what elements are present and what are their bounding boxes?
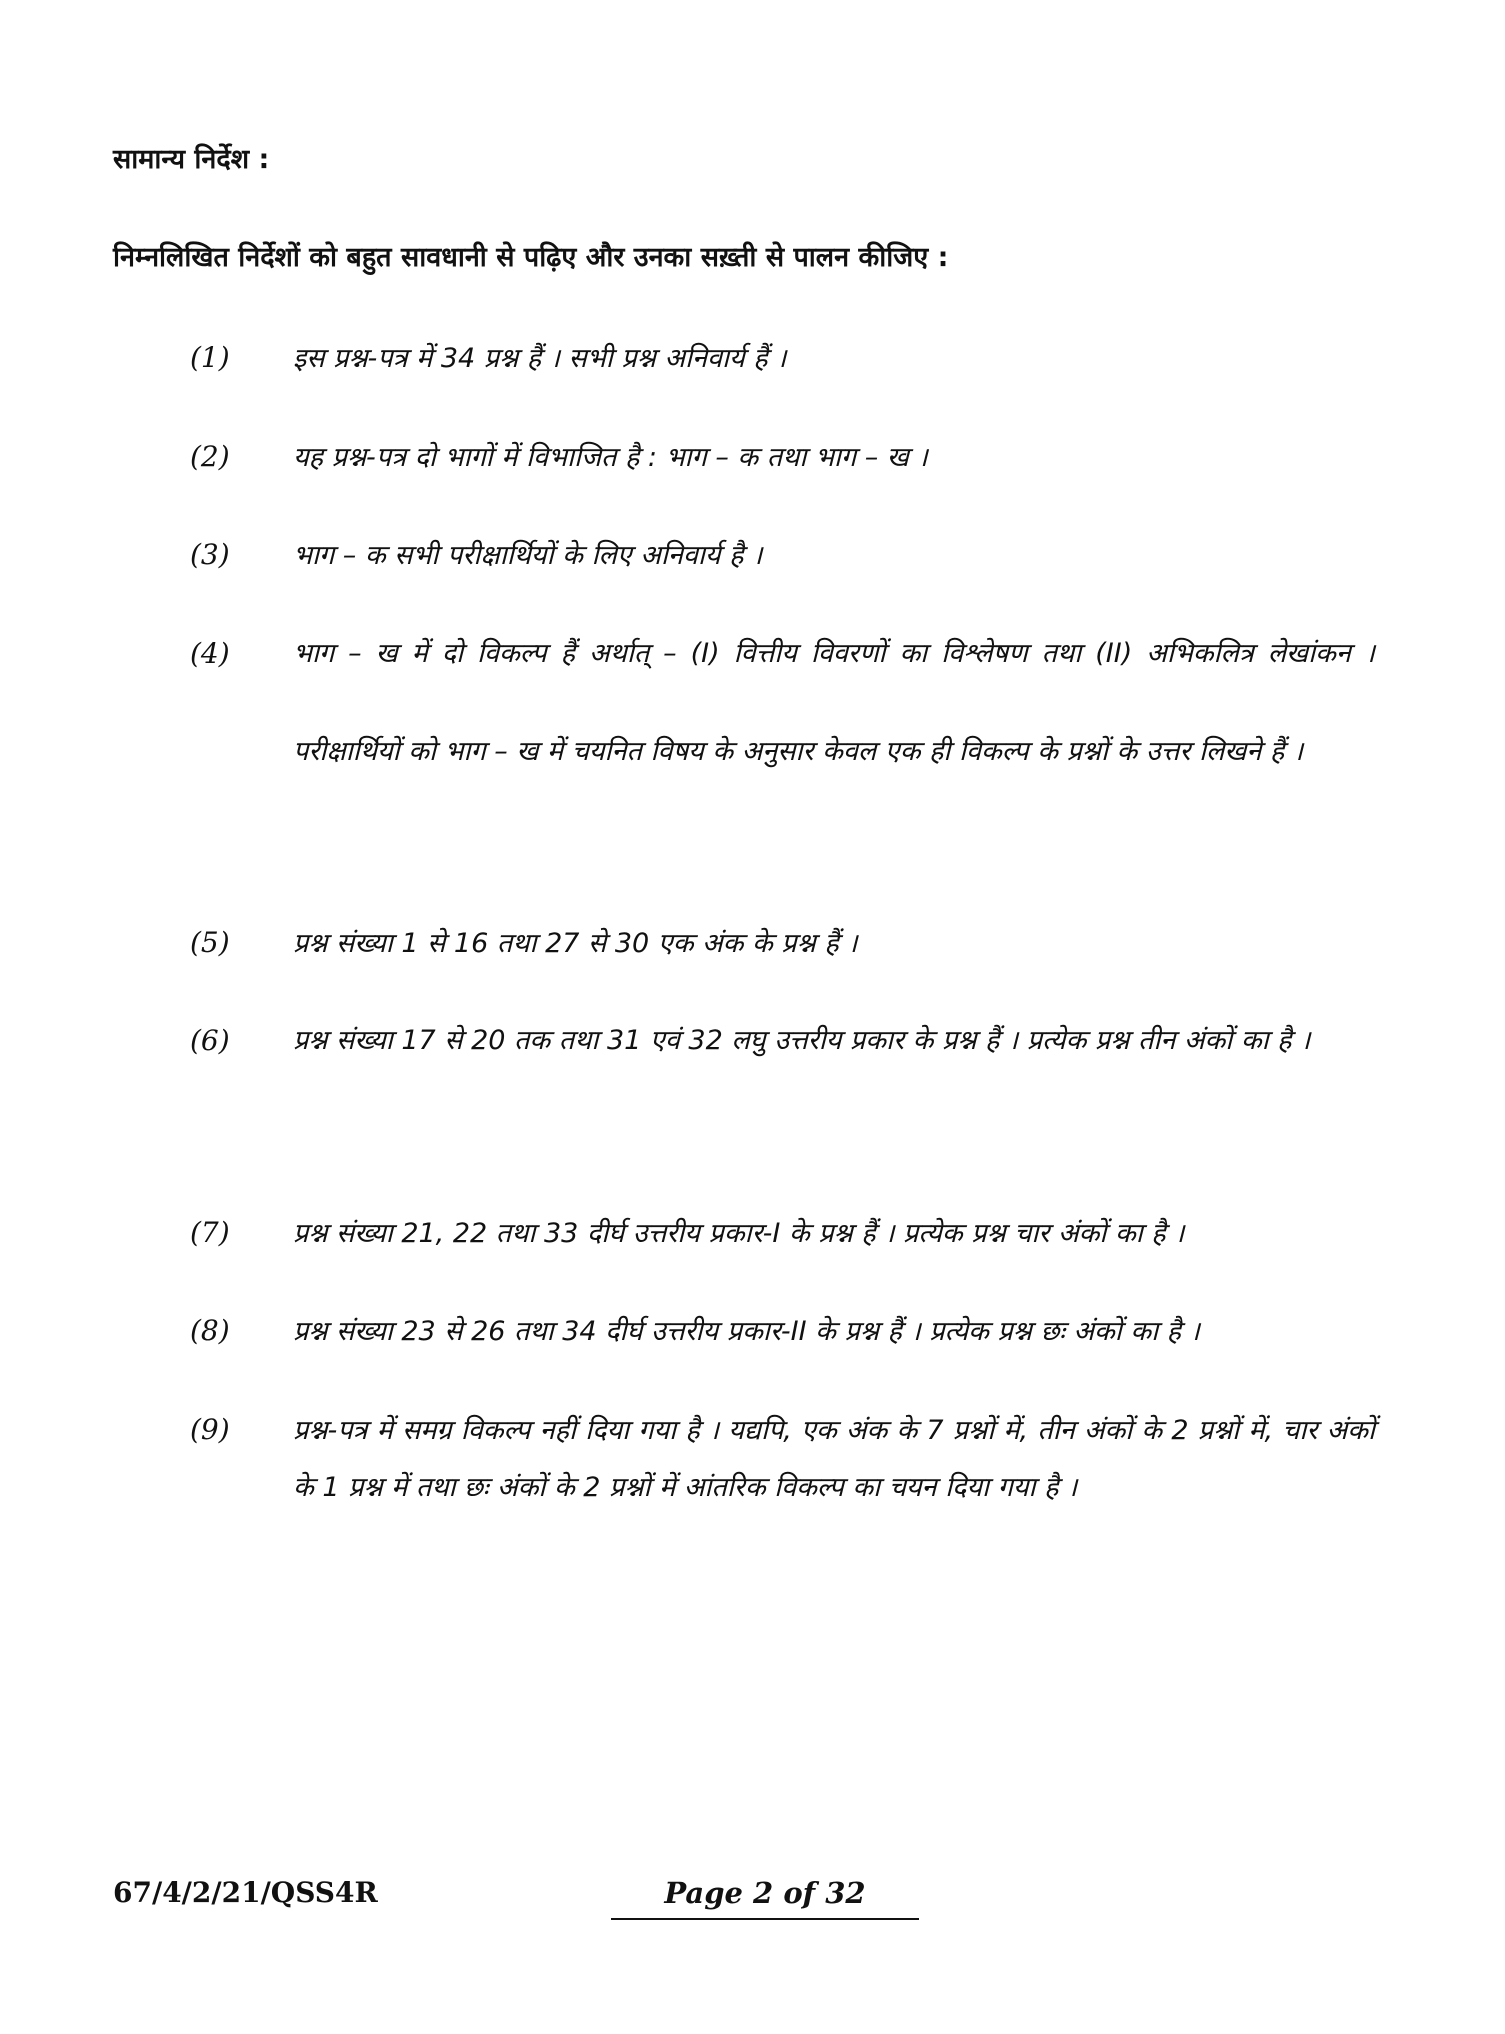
instructions-intro: निम्नलिखित निर्देशों को बहुत सावधानी से पढ़िए और उनका सख़्ती से पालन कीजिए :: [113, 242, 949, 273]
instruction-text: प्रश्न-पत्र में समग्र विकल्प नहीं दिया गया है । यद्यपि, एक अंक के 7 प्रश्नों में, तीन अंकों के 2 प्रश्नों में, चार अंकों के 1 प्रश्न में तथा छः अंकों के 2 प्रश्नों में आंतरिक विकल्प का चयन दिया गया है ।: [293, 1415, 1375, 1503]
instruction-number: (1): [190, 341, 230, 374]
instruction-text: इस प्रश्न-पत्र में 34 प्रश्न हैं । सभी प्रश्न अनिवार्य हैं ।: [293, 343, 787, 374]
instruction-text: प्रश्न संख्या 1 से 16 तथा 27 से 30 एक अंक के प्रश्न हैं ।: [293, 928, 858, 959]
instruction-text: भाग – ख में दो विकल्प हैं अर्थात् – (I) वित्तीय विवरणों का विश्लेषण तथा (II) अभिकलित्र लेखांकन । परीक्षार्थियों को भाग – ख में चयनित विषय के अनुसार केवल एक ही विकल्प के प्रश्नों के उत्तर लिखने हैं ।: [293, 638, 1375, 767]
instruction-number: (8): [190, 1314, 230, 1347]
paper-code: 67/4/2/21/QSS4R: [113, 1876, 378, 1909]
instruction-text: यह प्रश्न-पत्र दो भागों में विभाजित है : भाग – क तथा भाग – ख ।: [293, 442, 928, 473]
instruction-text: भाग – क सभी परीक्षार्थियों के लिए अनिवार्य है ।: [293, 540, 763, 571]
instruction-text: प्रश्न संख्या 21, 22 तथा 33 दीर्घ उत्तरीय प्रकार-I के प्रश्न हैं । प्रत्येक प्रश्न चार अंकों का है ।: [293, 1218, 1185, 1249]
page-number: Page 2 of 32: [664, 1876, 866, 1910]
instruction-number: (5): [190, 926, 230, 959]
instruction-number: (4): [190, 637, 230, 670]
instruction-text: प्रश्न संख्या 17 से 20 तक तथा 31 एवं 32 लघु उत्तरीय प्रकार के प्रश्न हैं । प्रत्येक प्रश्न तीन अंकों का है ।: [293, 1025, 1311, 1056]
instruction-number: (7): [190, 1216, 230, 1249]
instruction-number: (2): [190, 440, 230, 473]
section-title: सामान्य निर्देश :: [113, 144, 270, 175]
instruction-number: (6): [190, 1024, 230, 1057]
instruction-number: (3): [190, 538, 230, 571]
page-number-underline: [611, 1918, 919, 1920]
instruction-text: प्रश्न संख्या 23 से 26 तथा 34 दीर्घ उत्तरीय प्रकार-II के प्रश्न हैं । प्रत्येक प्रश्न छः अंकों का है ।: [293, 1316, 1200, 1347]
instruction-number: (9): [190, 1413, 230, 1446]
